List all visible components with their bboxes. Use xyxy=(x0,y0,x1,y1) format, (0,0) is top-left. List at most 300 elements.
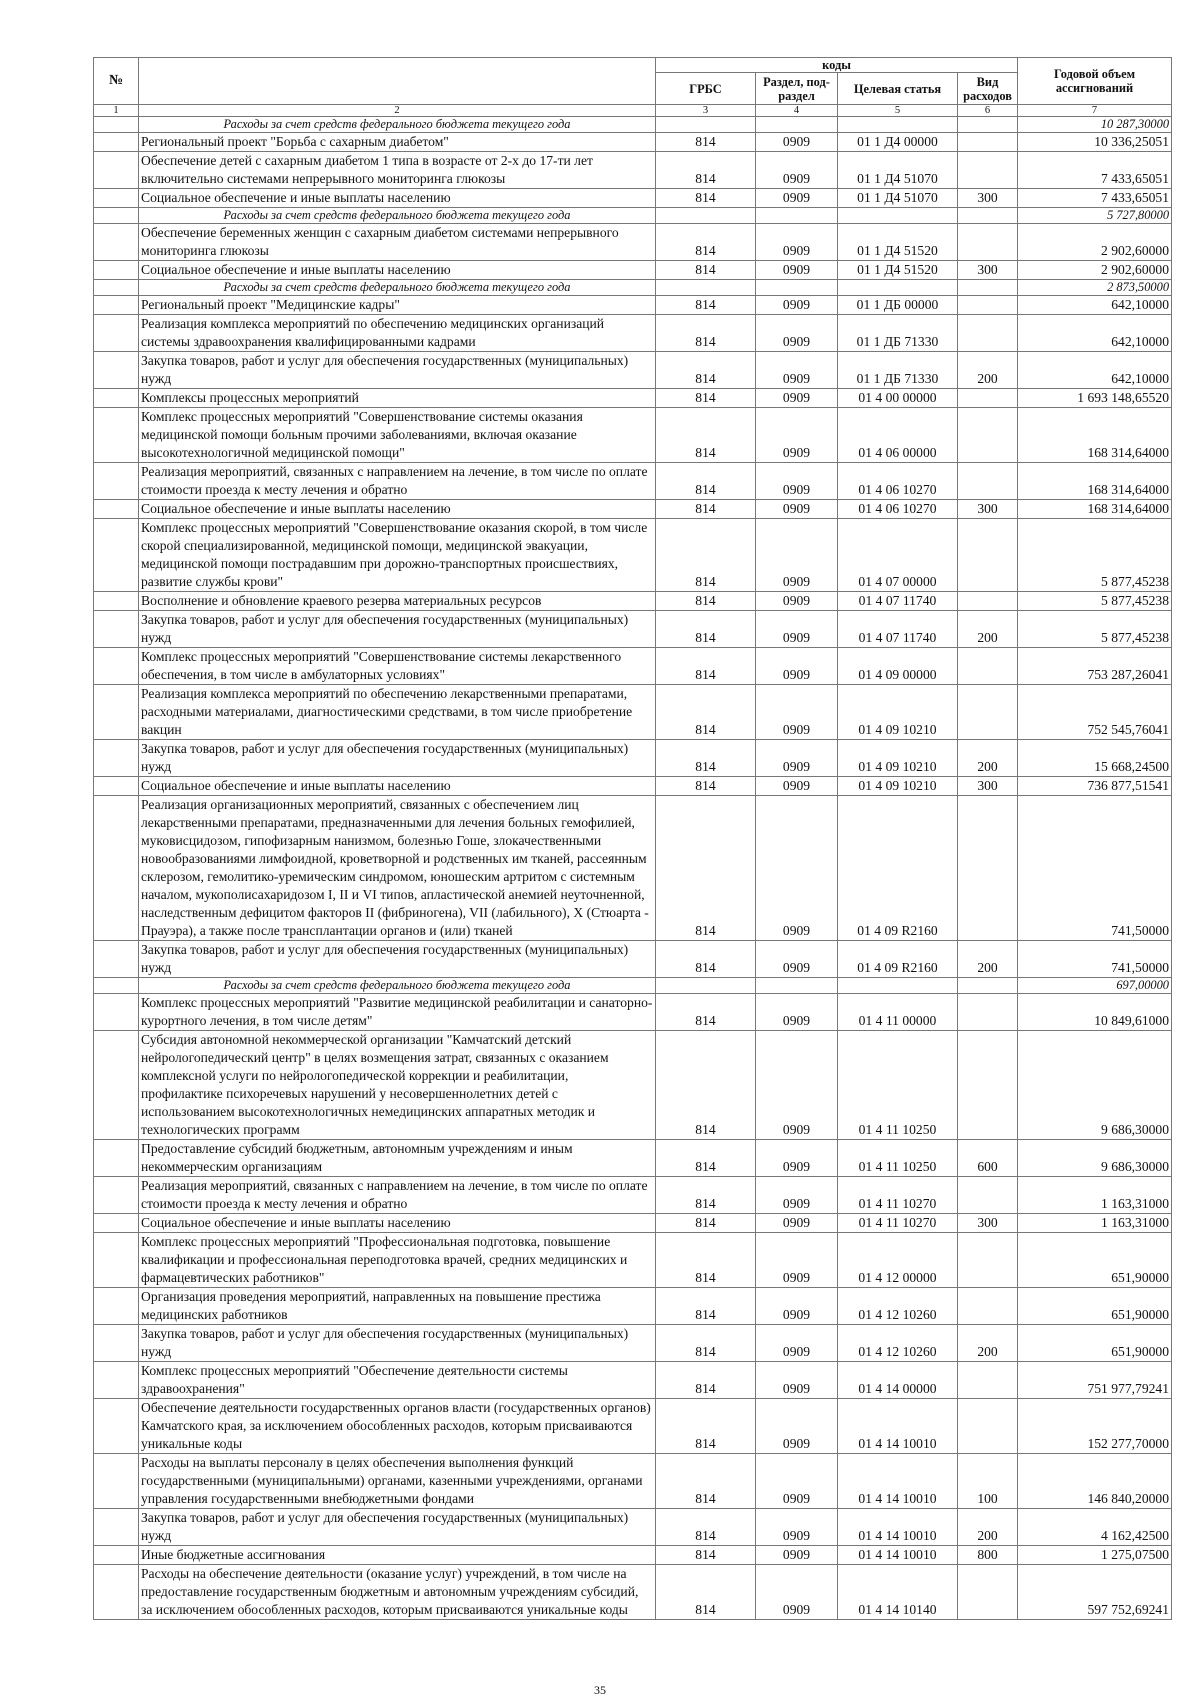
target-article-code: 01 4 14 10140 xyxy=(838,1565,958,1620)
expense-name: Закупка товаров, работ и услуг для обеспечения государственных (муниципальных) нужд xyxy=(139,1509,656,1546)
table-row xyxy=(94,1399,1172,1454)
annual-amount: 1 163,31000 xyxy=(1018,1177,1172,1214)
table-header xyxy=(94,58,1172,117)
row-number-cell xyxy=(94,280,139,296)
expense-name: Комплекс процессных мероприятий "Обеспечение деятельности системы здравоохранения" xyxy=(139,1362,656,1399)
grbs-code: 814 xyxy=(656,500,756,519)
expense-name: Закупка товаров, работ и услуг для обеспечения государственных (муниципальных) нужд xyxy=(139,1325,656,1362)
expense-name: Реализация комплекса мероприятий по обеспечению лекарственными препаратами, расходными материалами, диагностическими средствами, в том числе приобретение вакцин xyxy=(139,685,656,740)
federal-budget-row xyxy=(94,978,1172,994)
grbs-code: 814 xyxy=(656,1362,756,1399)
target-article-code: 01 4 09 10210 xyxy=(838,685,958,740)
row-number-cell xyxy=(94,519,139,592)
grbs-code: 814 xyxy=(656,352,756,389)
row-number-cell xyxy=(94,1214,139,1233)
row-number-cell xyxy=(94,740,139,777)
target-article-code: 01 1 ДБ 71330 xyxy=(838,315,958,352)
target-article-code xyxy=(838,117,958,133)
expense-type-code: 100 xyxy=(958,1454,1018,1509)
annual-amount: 4 162,42500 xyxy=(1018,1509,1172,1546)
target-article-code: 01 4 11 10270 xyxy=(838,1177,958,1214)
section-code: 0909 xyxy=(756,352,838,389)
table-row xyxy=(94,1177,1172,1214)
expense-type-code xyxy=(958,1177,1018,1214)
expense-type-code xyxy=(958,1399,1018,1454)
target-article-code: 01 4 09 10210 xyxy=(838,740,958,777)
row-number-cell xyxy=(94,224,139,261)
expense-type-code xyxy=(958,280,1018,296)
target-article-code: 01 4 11 10250 xyxy=(838,1031,958,1140)
row-number-cell xyxy=(94,777,139,796)
expense-name: Комплекс процессных мероприятий "Совершенствование системы оказания медицинской помощи больным прочими заболеваниями, включая оказание высокотехнологичной медицинской помощи" xyxy=(139,408,656,463)
table-row xyxy=(94,740,1172,777)
grbs-code: 814 xyxy=(656,408,756,463)
row-number-cell xyxy=(94,189,139,208)
expense-name: Расходы за счет средств федерального бюджета текущего года xyxy=(139,117,656,133)
grbs-code: 814 xyxy=(656,463,756,500)
expense-name: Реализация организационных мероприятий, связанных с обеспечением лиц лекарственными препаратами, предназначенными для лечения больных гемофилией, муковисцидозом, гипофизарным нанизмом, болезнью Гоше, злокачественными новообразованиями лимфоидной, кроветворной и родственных им тканей, рассеянным склерозом, гемолитико-уремическим синдромом, юношеским артритом с системным началом, мукополисахаридозом I, II и VI типов, апластической анемией неуточненной, наследственным дефицитом факторов II (фибриногена), VII (лабильного), X (Стюарта - Прауэра), а также после трансплантации органов и (или) тканей xyxy=(139,796,656,941)
table-row xyxy=(94,1214,1172,1233)
section-code: 0909 xyxy=(756,1140,838,1177)
table-row xyxy=(94,1288,1172,1325)
row-number-cell xyxy=(94,389,139,408)
grbs-code: 814 xyxy=(656,152,756,189)
table-row xyxy=(94,1362,1172,1399)
expense-type-code: 200 xyxy=(958,352,1018,389)
row-number-cell xyxy=(94,611,139,648)
section-code: 0909 xyxy=(756,189,838,208)
header-section: Раздел, под-раздел xyxy=(756,73,838,105)
expense-type-code xyxy=(958,315,1018,352)
expense-type-code xyxy=(958,1031,1018,1140)
expense-name: Расходы за счет средств федерального бюджета текущего года xyxy=(139,280,656,296)
expense-name: Комплексы процессных мероприятий xyxy=(139,389,656,408)
row-number-cell xyxy=(94,408,139,463)
section-code: 0909 xyxy=(756,500,838,519)
grbs-code: 814 xyxy=(656,1325,756,1362)
expense-name: Региональный проект "Борьба с сахарным диабетом" xyxy=(139,133,656,152)
section-code: 0909 xyxy=(756,389,838,408)
grbs-code: 814 xyxy=(656,1233,756,1288)
annual-amount: 5 727,80000 xyxy=(1018,208,1172,224)
table-row xyxy=(94,519,1172,592)
row-number-cell xyxy=(94,1399,139,1454)
annual-amount: 736 877,51541 xyxy=(1018,777,1172,796)
expense-name: Обеспечение беременных женщин с сахарным диабетом системами непрерывного мониторинга глюкозы xyxy=(139,224,656,261)
expense-name: Закупка товаров, работ и услуг для обеспечения государственных (муниципальных) нужд xyxy=(139,740,656,777)
expense-type-code: 800 xyxy=(958,1546,1018,1565)
table-row xyxy=(94,941,1172,978)
target-article-code: 01 4 00 00000 xyxy=(838,389,958,408)
expense-type-code xyxy=(958,648,1018,685)
target-article-code: 01 4 07 11740 xyxy=(838,592,958,611)
annual-amount: 651,90000 xyxy=(1018,1233,1172,1288)
table-row xyxy=(94,685,1172,740)
expense-name: Социальное обеспечение и иные выплаты населению xyxy=(139,777,656,796)
annual-amount: 10 849,61000 xyxy=(1018,994,1172,1031)
section-code: 0909 xyxy=(756,1399,838,1454)
target-article-code xyxy=(838,978,958,994)
expense-name: Расходы за счет средств федерального бюджета текущего года xyxy=(139,978,656,994)
expense-name: Комплекс процессных мероприятий "Совершенствование оказания скорой, в том числе скорой специализированной, медицинской помощи, медицинской эвакуации, медицинской помощи пострадавшим при дорожно-транспортных происшествиях, развитие службы крови" xyxy=(139,519,656,592)
annual-amount: 10 336,25051 xyxy=(1018,133,1172,152)
federal-budget-row xyxy=(94,208,1172,224)
grbs-code: 814 xyxy=(656,389,756,408)
expense-type-code: 300 xyxy=(958,500,1018,519)
table-row xyxy=(94,500,1172,519)
table-row xyxy=(94,315,1172,352)
row-number-cell xyxy=(94,315,139,352)
expense-type-code: 200 xyxy=(958,1325,1018,1362)
expense-name: Закупка товаров, работ и услуг для обеспечения государственных (муниципальных) нужд xyxy=(139,352,656,389)
annual-amount: 146 840,20000 xyxy=(1018,1454,1172,1509)
expense-type-code xyxy=(958,1362,1018,1399)
annual-amount: 741,50000 xyxy=(1018,796,1172,941)
target-article-code: 01 4 14 10010 xyxy=(838,1509,958,1546)
section-code: 0909 xyxy=(756,315,838,352)
table-row xyxy=(94,1565,1172,1620)
expense-type-code xyxy=(958,133,1018,152)
expense-name: Комплекс процессных мероприятий "Профессиональная подготовка, повышение квалификации и профессиональная переподготовка врачей, средних медицинских и фармацевтических работников" xyxy=(139,1233,656,1288)
target-article-code: 01 1 Д4 51070 xyxy=(838,189,958,208)
table-row xyxy=(94,1233,1172,1288)
target-article-code: 01 4 09 10210 xyxy=(838,777,958,796)
section-code: 0909 xyxy=(756,463,838,500)
section-code xyxy=(756,280,838,296)
grbs-code: 814 xyxy=(656,592,756,611)
table-row xyxy=(94,796,1172,941)
row-number-cell xyxy=(94,994,139,1031)
table-row xyxy=(94,152,1172,189)
expense-name: Комплекс процессных мероприятий "Совершенствование системы лекарственного обеспечения, в том числе в амбулаторных условиях" xyxy=(139,648,656,685)
row-number-cell xyxy=(94,1546,139,1565)
target-article-code: 01 4 07 00000 xyxy=(838,519,958,592)
row-number-cell xyxy=(94,1325,139,1362)
target-article-code: 01 4 12 10260 xyxy=(838,1325,958,1362)
target-article-code: 01 4 06 10270 xyxy=(838,500,958,519)
annual-amount: 15 668,24500 xyxy=(1018,740,1172,777)
expense-type-code: 300 xyxy=(958,189,1018,208)
row-number-cell xyxy=(94,592,139,611)
grbs-code: 814 xyxy=(656,1140,756,1177)
row-number-cell xyxy=(94,1509,139,1546)
row-number-cell xyxy=(94,978,139,994)
annual-amount: 697,00000 xyxy=(1018,978,1172,994)
section-code: 0909 xyxy=(756,1177,838,1214)
column-number: 6 xyxy=(958,105,1018,117)
grbs-code: 814 xyxy=(656,133,756,152)
header-grbs: ГРБС xyxy=(656,73,756,105)
section-code: 0909 xyxy=(756,408,838,463)
expense-type-code xyxy=(958,592,1018,611)
table-row xyxy=(94,224,1172,261)
expense-name: Социальное обеспечение и иные выплаты населению xyxy=(139,1214,656,1233)
expense-type-code xyxy=(958,978,1018,994)
grbs-code: 814 xyxy=(656,796,756,941)
column-number: 1 xyxy=(94,105,139,117)
row-number-cell xyxy=(94,1140,139,1177)
section-code: 0909 xyxy=(756,1288,838,1325)
expense-type-code: 200 xyxy=(958,740,1018,777)
expense-type-code xyxy=(958,208,1018,224)
section-code: 0909 xyxy=(756,1546,838,1565)
row-number-cell xyxy=(94,1362,139,1399)
expense-name: Обеспечение деятельности государственных органов власти (государственных органов) Камчатского края, за исключением обособленных расходов, которым присваиваются уникальные коды xyxy=(139,1399,656,1454)
target-article-code: 01 1 Д4 51520 xyxy=(838,224,958,261)
annual-amount: 752 545,76041 xyxy=(1018,685,1172,740)
expense-type-code: 600 xyxy=(958,1140,1018,1177)
expense-name: Закупка товаров, работ и услуг для обеспечения государственных (муниципальных) нужд xyxy=(139,611,656,648)
expense-type-code xyxy=(958,117,1018,133)
expense-name: Иные бюджетные ассигнования xyxy=(139,1546,656,1565)
target-article-code xyxy=(838,208,958,224)
header-type: Вид расходов xyxy=(958,73,1018,105)
header-number: № xyxy=(94,58,139,105)
target-article-code: 01 4 09 R2160 xyxy=(838,796,958,941)
expense-type-code: 200 xyxy=(958,611,1018,648)
section-code: 0909 xyxy=(756,685,838,740)
annual-amount: 597 752,69241 xyxy=(1018,1565,1172,1620)
grbs-code: 814 xyxy=(656,648,756,685)
grbs-code: 814 xyxy=(656,740,756,777)
section-code: 0909 xyxy=(756,152,838,189)
table-row xyxy=(94,592,1172,611)
expense-type-code xyxy=(958,519,1018,592)
header-amount: Годовой объем ассигнований xyxy=(1018,58,1172,105)
table-row xyxy=(94,408,1172,463)
grbs-code xyxy=(656,208,756,224)
expense-type-code xyxy=(958,1565,1018,1620)
federal-budget-row xyxy=(94,280,1172,296)
grbs-code: 814 xyxy=(656,1214,756,1233)
grbs-code: 814 xyxy=(656,1546,756,1565)
appropriations-table xyxy=(93,57,1172,1620)
expense-type-code xyxy=(958,1288,1018,1325)
section-code: 0909 xyxy=(756,261,838,280)
annual-amount: 1 693 148,65520 xyxy=(1018,389,1172,408)
grbs-code: 814 xyxy=(656,611,756,648)
expense-name: Расходы на обеспечение деятельности (оказание услуг) учреждений, в том числе на предоставление государственным бюджетным и автономным учреждениям субсидий, за исключением обособленных расходов, которым присваиваются уникальные коды xyxy=(139,1565,656,1620)
expense-name: Социальное обеспечение и иные выплаты населению xyxy=(139,261,656,280)
target-article-code: 01 4 14 00000 xyxy=(838,1362,958,1399)
row-number-cell xyxy=(94,352,139,389)
row-number-cell xyxy=(94,1454,139,1509)
target-article-code: 01 1 Д4 00000 xyxy=(838,133,958,152)
grbs-code: 814 xyxy=(656,1031,756,1140)
grbs-code: 814 xyxy=(656,315,756,352)
section-code: 0909 xyxy=(756,796,838,941)
annual-amount: 2 902,60000 xyxy=(1018,224,1172,261)
grbs-code: 814 xyxy=(656,189,756,208)
expense-type-code: 300 xyxy=(958,777,1018,796)
section-code: 0909 xyxy=(756,941,838,978)
expense-name: Расходы на выплаты персоналу в целях обеспечения выполнения функций государственными (муниципальными) органами, казенными учреждениями, органами управления государственными внебюджетными фондами xyxy=(139,1454,656,1509)
annual-amount: 7 433,65051 xyxy=(1018,152,1172,189)
target-article-code: 01 1 ДБ 00000 xyxy=(838,296,958,315)
section-code: 0909 xyxy=(756,1233,838,1288)
header-name xyxy=(139,58,656,105)
row-number-cell xyxy=(94,500,139,519)
annual-amount: 5 877,45238 xyxy=(1018,519,1172,592)
page-number: 35 xyxy=(594,1683,606,1697)
annual-amount: 741,50000 xyxy=(1018,941,1172,978)
expense-name: Реализация комплекса мероприятий по обеспечению медицинских организаций системы здравоохранения квалифицированными кадрами xyxy=(139,315,656,352)
table-row xyxy=(94,1546,1172,1565)
annual-amount: 10 287,30000 xyxy=(1018,117,1172,133)
annual-amount: 751 977,79241 xyxy=(1018,1362,1172,1399)
column-number: 2 xyxy=(139,105,656,117)
section-code: 0909 xyxy=(756,740,838,777)
table-row xyxy=(94,1509,1172,1546)
grbs-code: 814 xyxy=(656,941,756,978)
expense-name: Восполнение и обновление краевого резерва материальных ресурсов xyxy=(139,592,656,611)
section-code: 0909 xyxy=(756,133,838,152)
annual-amount: 651,90000 xyxy=(1018,1325,1172,1362)
column-number: 4 xyxy=(756,105,838,117)
expense-name: Комплекс процессных мероприятий "Развитие медицинской реабилитации и санаторно-курортного лечения, в том числе детям" xyxy=(139,994,656,1031)
row-number-cell xyxy=(94,1031,139,1140)
grbs-code: 814 xyxy=(656,519,756,592)
target-article-code: 01 4 11 00000 xyxy=(838,994,958,1031)
section-code: 0909 xyxy=(756,611,838,648)
annual-amount: 651,90000 xyxy=(1018,1288,1172,1325)
expense-name: Обеспечение детей с сахарным диабетом 1 типа в возрасте от 2-х до 17-ти лет включительно системами непрерывного мониторинга глюкозы xyxy=(139,152,656,189)
target-article-code: 01 4 12 00000 xyxy=(838,1233,958,1288)
expense-name: Социальное обеспечение и иные выплаты населению xyxy=(139,500,656,519)
header-codes: коды xyxy=(656,58,1018,73)
grbs-code: 814 xyxy=(656,261,756,280)
section-code: 0909 xyxy=(756,224,838,261)
expense-name: Региональный проект "Медицинские кадры" xyxy=(139,296,656,315)
section-code: 0909 xyxy=(756,1031,838,1140)
expense-type-code: 200 xyxy=(958,1509,1018,1546)
target-article-code: 01 4 11 10250 xyxy=(838,1140,958,1177)
table-row xyxy=(94,1454,1172,1509)
federal-budget-row xyxy=(94,117,1172,133)
grbs-code: 814 xyxy=(656,1177,756,1214)
annual-amount: 1 275,07500 xyxy=(1018,1546,1172,1565)
section-code: 0909 xyxy=(756,1565,838,1620)
annual-amount: 642,10000 xyxy=(1018,296,1172,315)
column-number: 7 xyxy=(1018,105,1172,117)
target-article-code: 01 1 Д4 51070 xyxy=(838,152,958,189)
expense-type-code xyxy=(958,685,1018,740)
grbs-code: 814 xyxy=(656,685,756,740)
annual-amount: 642,10000 xyxy=(1018,352,1172,389)
expense-name: Субсидия автономной некоммерческой организации "Камчатский детский нейрологопедический центр" в целях возмещения затрат, связанных с оказанием комплексной услуги по нейрологопедической коррекции и реабилитации, профилактике психоречевых нарушений у несовершеннолетних детей с использованием высокотехнологичных немедицинских аппаратных методик и технологических программ xyxy=(139,1031,656,1140)
annual-amount: 5 877,45238 xyxy=(1018,592,1172,611)
target-article-code: 01 4 12 10260 xyxy=(838,1288,958,1325)
row-number-cell xyxy=(94,208,139,224)
expense-type-code: 300 xyxy=(958,261,1018,280)
annual-amount: 2 902,60000 xyxy=(1018,261,1172,280)
expense-type-code: 300 xyxy=(958,1214,1018,1233)
row-number-cell xyxy=(94,152,139,189)
expense-name: Социальное обеспечение и иные выплаты населению xyxy=(139,189,656,208)
expense-type-code xyxy=(958,463,1018,500)
section-code: 0909 xyxy=(756,1325,838,1362)
target-article-code: 01 4 14 10010 xyxy=(838,1546,958,1565)
table-row xyxy=(94,777,1172,796)
target-article-code: 01 4 14 10010 xyxy=(838,1399,958,1454)
table-row xyxy=(94,296,1172,315)
expense-type-code xyxy=(958,296,1018,315)
annual-amount: 9 686,30000 xyxy=(1018,1140,1172,1177)
row-number-cell xyxy=(94,261,139,280)
annual-amount: 168 314,64000 xyxy=(1018,500,1172,519)
expense-name: Реализация мероприятий, связанных с направлением на лечение, в том числе по оплате стоимости проезда к месту лечения и обратно xyxy=(139,1177,656,1214)
annual-amount: 7 433,65051 xyxy=(1018,189,1172,208)
section-code: 0909 xyxy=(756,296,838,315)
target-article-code: 01 4 11 10270 xyxy=(838,1214,958,1233)
target-article-code: 01 4 09 R2160 xyxy=(838,941,958,978)
table-row xyxy=(94,1140,1172,1177)
table-row xyxy=(94,389,1172,408)
grbs-code: 814 xyxy=(656,1509,756,1546)
grbs-code: 814 xyxy=(656,1454,756,1509)
target-article-code: 01 1 ДБ 71330 xyxy=(838,352,958,389)
table-row xyxy=(94,1031,1172,1140)
grbs-code: 814 xyxy=(656,994,756,1031)
column-numbers-row xyxy=(94,105,1172,117)
header-target: Целевая статья xyxy=(838,73,958,105)
column-number: 3 xyxy=(656,105,756,117)
expense-type-code xyxy=(958,389,1018,408)
section-code: 0909 xyxy=(756,777,838,796)
annual-amount: 168 314,64000 xyxy=(1018,408,1172,463)
annual-amount: 2 873,50000 xyxy=(1018,280,1172,296)
section-code xyxy=(756,208,838,224)
annual-amount: 9 686,30000 xyxy=(1018,1031,1172,1140)
expense-type-code xyxy=(958,796,1018,941)
row-number-cell xyxy=(94,685,139,740)
target-article-code: 01 4 07 11740 xyxy=(838,611,958,648)
section-code: 0909 xyxy=(756,648,838,685)
target-article-code: 01 4 06 00000 xyxy=(838,408,958,463)
expense-type-code xyxy=(958,224,1018,261)
table-row xyxy=(94,261,1172,280)
expense-type-code xyxy=(958,1233,1018,1288)
row-number-cell xyxy=(94,463,139,500)
expense-name: Предоставление субсидий бюджетным, автономным учреждениям и иным некоммерческим организациям xyxy=(139,1140,656,1177)
grbs-code: 814 xyxy=(656,1399,756,1454)
expense-type-code: 200 xyxy=(958,941,1018,978)
section-code: 0909 xyxy=(756,1214,838,1233)
expense-type-code xyxy=(958,994,1018,1031)
grbs-code xyxy=(656,978,756,994)
annual-amount: 1 163,31000 xyxy=(1018,1214,1172,1233)
target-article-code: 01 4 14 10010 xyxy=(838,1454,958,1509)
table-body xyxy=(94,117,1172,1620)
row-number-cell xyxy=(94,941,139,978)
section-code: 0909 xyxy=(756,1509,838,1546)
row-number-cell xyxy=(94,296,139,315)
table-row xyxy=(94,648,1172,685)
section-code: 0909 xyxy=(756,1454,838,1509)
table-row xyxy=(94,994,1172,1031)
table-row xyxy=(94,611,1172,648)
expense-name: Организация проведения мероприятий, направленных на повышение престижа медицинских работников xyxy=(139,1288,656,1325)
row-number-cell xyxy=(94,133,139,152)
table-row xyxy=(94,189,1172,208)
annual-amount: 168 314,64000 xyxy=(1018,463,1172,500)
grbs-code: 814 xyxy=(656,1565,756,1620)
grbs-code: 814 xyxy=(656,1288,756,1325)
target-article-code: 01 4 06 10270 xyxy=(838,463,958,500)
grbs-code xyxy=(656,117,756,133)
row-number-cell xyxy=(94,796,139,941)
expense-type-code xyxy=(958,152,1018,189)
